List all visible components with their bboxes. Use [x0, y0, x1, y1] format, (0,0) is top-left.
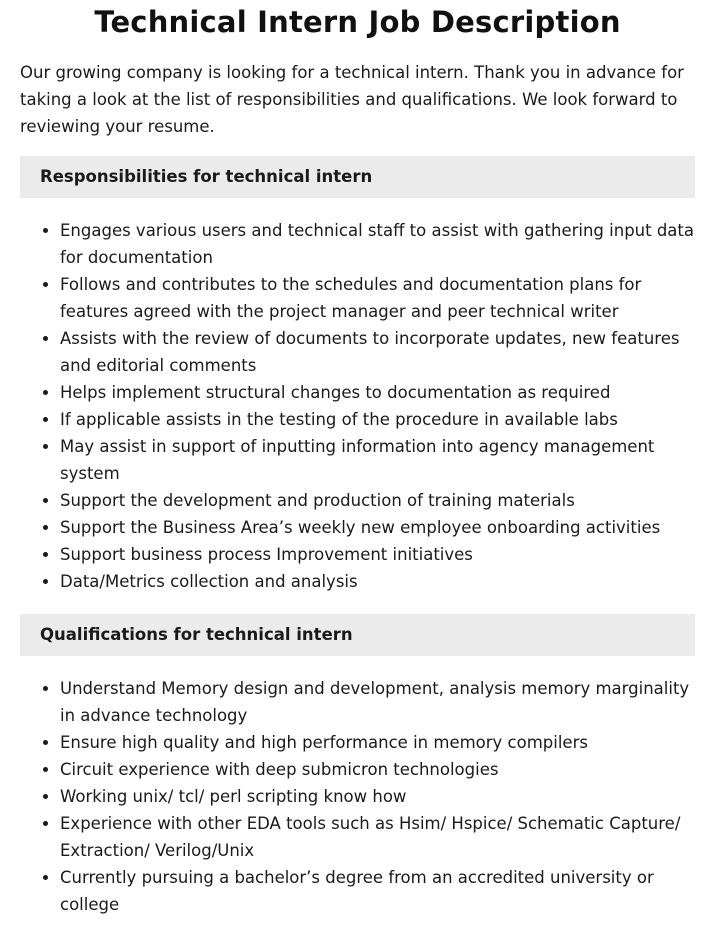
list-item: • Experience with other EDA tools such as Hsim/ Hspice/ Schematic Capture/ Extraction/ Verilog/Unix — [60, 810, 700, 864]
list-item: • Ensure high quality and high performance in memory compilers — [60, 729, 700, 756]
list-item: • Understand Memory design and development, analysis memory marginality in advance technology — [60, 675, 700, 729]
list-item: • If applicable assists in the testing of the procedure in available labs — [60, 406, 700, 433]
list-item: • Helps implement structural changes to documentation as required — [60, 379, 700, 406]
list-item: • May assist in support of inputting information into agency management system — [60, 433, 700, 487]
page-title: Technical Intern Job Description — [94, 5, 621, 39]
list-item: • Circuit experience with deep submicron technologies — [60, 756, 700, 783]
list-item: • Assists with the review of documents to incorporate updates, new features and editorial comments — [60, 325, 700, 379]
qualifications-list — [20, 675, 700, 918]
list-item: • Support the Business Area’s weekly new employee onboarding activities — [60, 514, 700, 541]
qualifications-heading: Qualifications for technical intern — [20, 614, 695, 656]
list-item: • Follows and contributes to the schedules and documentation plans for features agreed with the project manager and peer technical writer — [60, 271, 700, 325]
list-item: • Working unix/ tcl/ perl scripting know how — [60, 783, 700, 810]
list-item: • Data/Metrics collection and analysis — [60, 568, 700, 595]
intro-paragraph: Our growing company is looking for a technical intern. Thank you in advance for taking a look at the list of responsibilities and qualifications. We look forward to reviewing your resume. — [20, 63, 684, 136]
responsibilities-heading: Responsibilities for technical intern — [20, 156, 695, 198]
responsibilities-list — [20, 217, 700, 595]
list-item: • Currently pursuing a bachelor’s degree from an accredited university or college — [60, 864, 700, 918]
list-item: • Support the development and production of training materials — [60, 487, 700, 514]
list-item: • Engages various users and technical staff to assist with gathering input data for documentation — [60, 217, 700, 271]
list-item: • Support business process Improvement initiatives — [60, 541, 700, 568]
